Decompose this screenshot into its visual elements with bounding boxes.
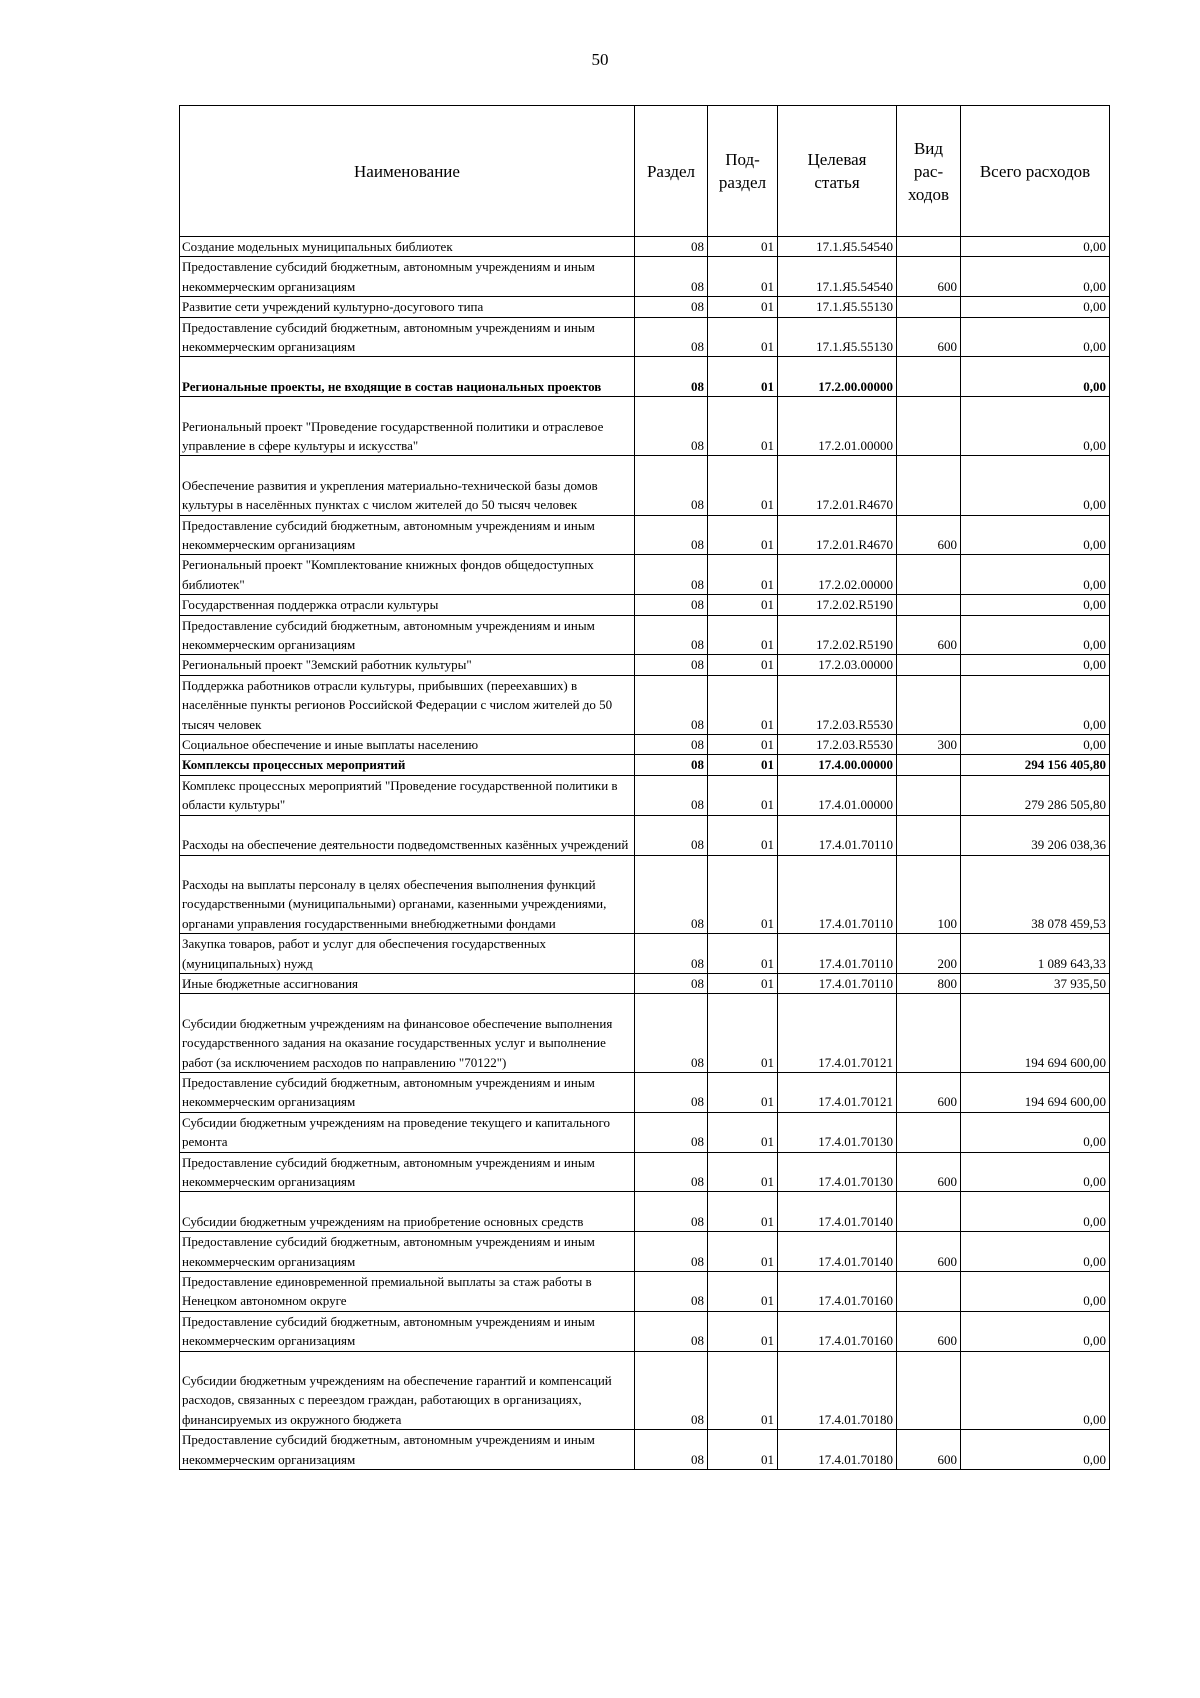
cell-total: 0,00 bbox=[961, 555, 1110, 595]
cell-total: 0,00 bbox=[961, 1311, 1110, 1351]
cell-type bbox=[897, 237, 961, 257]
table-row bbox=[180, 1271, 1110, 1311]
cell-target: 17.4.01.00000 bbox=[778, 775, 897, 815]
cell-target: 17.4.01.70130 bbox=[778, 1152, 897, 1192]
cell-section: 08 bbox=[635, 973, 708, 993]
table-row bbox=[180, 934, 1110, 974]
cell-subsection: 01 bbox=[708, 456, 778, 515]
cell-subsection: 01 bbox=[708, 735, 778, 755]
cell-subsection: 01 bbox=[708, 317, 778, 357]
cell-section: 08 bbox=[635, 934, 708, 974]
table-row bbox=[180, 456, 1110, 515]
table-row bbox=[180, 595, 1110, 615]
cell-subsection: 01 bbox=[708, 1271, 778, 1311]
cell-name: Расходы на обеспечение деятельности подведомственных казённых учреждений bbox=[180, 815, 635, 855]
cell-section: 08 bbox=[635, 397, 708, 456]
header-section: Раздел bbox=[635, 106, 708, 237]
cell-total: 0,00 bbox=[961, 655, 1110, 675]
cell-name: Предоставление субсидий бюджетным, автономным учреждениям и иным некоммерческим организациям bbox=[180, 615, 635, 655]
header-total: Всего расходов bbox=[961, 106, 1110, 237]
cell-subsection: 01 bbox=[708, 675, 778, 734]
cell-section: 08 bbox=[635, 555, 708, 595]
cell-target: 17.2.03.R5530 bbox=[778, 735, 897, 755]
cell-name: Региональные проекты, не входящие в состав национальных проектов bbox=[180, 357, 635, 397]
cell-subsection: 01 bbox=[708, 595, 778, 615]
cell-target: 17.2.03.R5530 bbox=[778, 675, 897, 734]
cell-name: Комплексы процессных мероприятий bbox=[180, 755, 635, 775]
cell-subsection: 01 bbox=[708, 297, 778, 317]
cell-target: 17.4.01.70180 bbox=[778, 1351, 897, 1430]
cell-name: Предоставление субсидий бюджетным, автономным учреждениям и иным некоммерческим организациям bbox=[180, 1311, 635, 1351]
cell-section: 08 bbox=[635, 755, 708, 775]
cell-total: 0,00 bbox=[961, 456, 1110, 515]
cell-total: 0,00 bbox=[961, 515, 1110, 555]
cell-section: 08 bbox=[635, 317, 708, 357]
cell-subsection: 01 bbox=[708, 1152, 778, 1192]
cell-section: 08 bbox=[635, 615, 708, 655]
cell-subsection: 01 bbox=[708, 815, 778, 855]
cell-type: 600 bbox=[897, 1430, 961, 1470]
page-number: 50 bbox=[591, 50, 609, 69]
cell-section: 08 bbox=[635, 257, 708, 297]
cell-type bbox=[897, 1271, 961, 1311]
cell-type bbox=[897, 357, 961, 397]
header-type: Вид рас- ходов bbox=[897, 106, 961, 237]
cell-type: 600 bbox=[897, 1232, 961, 1272]
cell-section: 08 bbox=[635, 1152, 708, 1192]
cell-type: 100 bbox=[897, 855, 961, 934]
header-subsection: Под- раздел bbox=[708, 106, 778, 237]
cell-total: 0,00 bbox=[961, 257, 1110, 297]
cell-type: 600 bbox=[897, 1152, 961, 1192]
cell-target: 17.4.01.70110 bbox=[778, 855, 897, 934]
cell-name: Предоставление субсидий бюджетным, автономным учреждениям и иным некоммерческим организациям bbox=[180, 317, 635, 357]
cell-target: 17.2.01.00000 bbox=[778, 397, 897, 456]
cell-total: 0,00 bbox=[961, 1112, 1110, 1152]
cell-name: Предоставление субсидий бюджетным, автономным учреждениям и иным некоммерческим организациям bbox=[180, 1072, 635, 1112]
cell-total: 38 078 459,53 bbox=[961, 855, 1110, 934]
cell-subsection: 01 bbox=[708, 257, 778, 297]
cell-total: 0,00 bbox=[961, 297, 1110, 317]
cell-subsection: 01 bbox=[708, 1232, 778, 1272]
cell-section: 08 bbox=[635, 775, 708, 815]
cell-section: 08 bbox=[635, 675, 708, 734]
cell-total: 279 286 505,80 bbox=[961, 775, 1110, 815]
cell-target: 17.4.00.00000 bbox=[778, 755, 897, 775]
cell-total: 0,00 bbox=[961, 595, 1110, 615]
table-row bbox=[180, 755, 1110, 775]
table-row bbox=[180, 615, 1110, 655]
cell-name: Социальное обеспечение и иные выплаты населению bbox=[180, 735, 635, 755]
cell-target: 17.2.03.00000 bbox=[778, 655, 897, 675]
cell-section: 08 bbox=[635, 297, 708, 317]
cell-subsection: 01 bbox=[708, 755, 778, 775]
cell-subsection: 01 bbox=[708, 1112, 778, 1152]
cell-subsection: 01 bbox=[708, 1072, 778, 1112]
cell-subsection: 01 bbox=[708, 994, 778, 1073]
cell-subsection: 01 bbox=[708, 615, 778, 655]
cell-name: Субсидии бюджетным учреждениям на обеспечение гарантий и компенсаций расходов, связанных с переездом граждан, работающих в организациях, финансируемых из окружного бюджета bbox=[180, 1351, 635, 1430]
table-row bbox=[180, 1430, 1110, 1470]
table-row bbox=[180, 397, 1110, 456]
table-row bbox=[180, 1232, 1110, 1272]
cell-total: 0,00 bbox=[961, 615, 1110, 655]
cell-section: 08 bbox=[635, 735, 708, 755]
cell-target: 17.1.Я5.55130 bbox=[778, 297, 897, 317]
table-row bbox=[180, 515, 1110, 555]
cell-type: 800 bbox=[897, 973, 961, 993]
table-row bbox=[180, 555, 1110, 595]
cell-target: 17.2.02.R5190 bbox=[778, 595, 897, 615]
cell-name: Предоставление субсидий бюджетным, автономным учреждениям и иным некоммерческим организациям bbox=[180, 257, 635, 297]
cell-name: Комплекс процессных мероприятий "Проведение государственной политики в области культуры" bbox=[180, 775, 635, 815]
cell-name: Развитие сети учреждений культурно-досугового типа bbox=[180, 297, 635, 317]
cell-type: 600 bbox=[897, 1311, 961, 1351]
cell-type bbox=[897, 815, 961, 855]
cell-total: 194 694 600,00 bbox=[961, 994, 1110, 1073]
cell-type bbox=[897, 775, 961, 815]
cell-section: 08 bbox=[635, 1271, 708, 1311]
cell-section: 08 bbox=[635, 1311, 708, 1351]
cell-type: 600 bbox=[897, 1072, 961, 1112]
cell-subsection: 01 bbox=[708, 1430, 778, 1470]
cell-subsection: 01 bbox=[708, 515, 778, 555]
cell-name: Субсидии бюджетным учреждениям на финансовое обеспечение выполнения государственного задания на оказание государственных услуг и выполнение работ (за исключением расходов по направлению "70122") bbox=[180, 994, 635, 1073]
cell-total: 0,00 bbox=[961, 1430, 1110, 1470]
cell-total: 39 206 038,36 bbox=[961, 815, 1110, 855]
cell-total: 0,00 bbox=[961, 1271, 1110, 1311]
cell-total: 0,00 bbox=[961, 357, 1110, 397]
cell-type bbox=[897, 655, 961, 675]
cell-type bbox=[897, 755, 961, 775]
cell-type: 200 bbox=[897, 934, 961, 974]
cell-section: 08 bbox=[635, 855, 708, 934]
cell-subsection: 01 bbox=[708, 655, 778, 675]
cell-type bbox=[897, 1112, 961, 1152]
cell-subsection: 01 bbox=[708, 775, 778, 815]
cell-subsection: 01 bbox=[708, 237, 778, 257]
cell-section: 08 bbox=[635, 1351, 708, 1430]
budget-table bbox=[179, 105, 1110, 1470]
cell-target: 17.4.01.70110 bbox=[778, 934, 897, 974]
cell-type bbox=[897, 456, 961, 515]
cell-target: 17.2.02.00000 bbox=[778, 555, 897, 595]
cell-type: 300 bbox=[897, 735, 961, 755]
cell-target: 17.4.01.70121 bbox=[778, 994, 897, 1073]
cell-section: 08 bbox=[635, 357, 708, 397]
table-header-row bbox=[180, 106, 1110, 237]
table-row bbox=[180, 675, 1110, 734]
cell-section: 08 bbox=[635, 655, 708, 675]
cell-type: 600 bbox=[897, 615, 961, 655]
cell-subsection: 01 bbox=[708, 1192, 778, 1232]
cell-total: 0,00 bbox=[961, 397, 1110, 456]
cell-subsection: 01 bbox=[708, 357, 778, 397]
cell-name: Поддержка работников отрасли культуры, прибывших (переехавших) в населённые пункты регионов Российской Федерации с числом жителей до 50 тысяч человек bbox=[180, 675, 635, 734]
table-row bbox=[180, 735, 1110, 755]
cell-type: 600 bbox=[897, 317, 961, 357]
cell-target: 17.4.01.70110 bbox=[778, 973, 897, 993]
cell-name: Предоставление субсидий бюджетным, автономным учреждениям и иным некоммерческим организациям bbox=[180, 515, 635, 555]
cell-target: 17.4.01.70140 bbox=[778, 1192, 897, 1232]
cell-target: 17.2.02.R5190 bbox=[778, 615, 897, 655]
cell-name: Предоставление единовременной премиальной выплаты за стаж работы в Ненецком автономном округе bbox=[180, 1271, 635, 1311]
cell-section: 08 bbox=[635, 595, 708, 615]
cell-name: Субсидии бюджетным учреждениям на приобретение основных средств bbox=[180, 1192, 635, 1232]
cell-type bbox=[897, 675, 961, 734]
cell-target: 17.4.01.70140 bbox=[778, 1232, 897, 1272]
cell-subsection: 01 bbox=[708, 1311, 778, 1351]
cell-type bbox=[897, 297, 961, 317]
cell-target: 17.4.01.70110 bbox=[778, 815, 897, 855]
table-row bbox=[180, 1112, 1110, 1152]
cell-total: 0,00 bbox=[961, 1351, 1110, 1430]
cell-section: 08 bbox=[635, 815, 708, 855]
cell-section: 08 bbox=[635, 515, 708, 555]
cell-target: 17.1.Я5.54540 bbox=[778, 237, 897, 257]
cell-section: 08 bbox=[635, 1112, 708, 1152]
cell-target: 17.2.01.R4670 bbox=[778, 456, 897, 515]
cell-total: 1 089 643,33 bbox=[961, 934, 1110, 974]
cell-type bbox=[897, 994, 961, 1073]
table-row bbox=[180, 775, 1110, 815]
cell-section: 08 bbox=[635, 456, 708, 515]
cell-type: 600 bbox=[897, 257, 961, 297]
cell-total: 294 156 405,80 bbox=[961, 755, 1110, 775]
cell-total: 0,00 bbox=[961, 1152, 1110, 1192]
cell-section: 08 bbox=[635, 1430, 708, 1470]
cell-section: 08 bbox=[635, 1232, 708, 1272]
table-row bbox=[180, 1192, 1110, 1232]
cell-name: Региональный проект "Проведение государственной политики и отраслевое управление в сфере культуры и искусства" bbox=[180, 397, 635, 456]
cell-target: 17.4.01.70121 bbox=[778, 1072, 897, 1112]
header-target: Целевая статья bbox=[778, 106, 897, 237]
table-row bbox=[180, 1152, 1110, 1192]
cell-target: 17.4.01.70160 bbox=[778, 1311, 897, 1351]
cell-target: 17.4.01.70160 bbox=[778, 1271, 897, 1311]
cell-total: 194 694 600,00 bbox=[961, 1072, 1110, 1112]
table-row bbox=[180, 257, 1110, 297]
table-row bbox=[180, 973, 1110, 993]
cell-type: 600 bbox=[897, 515, 961, 555]
table-row bbox=[180, 237, 1110, 257]
cell-name: Закупка товаров, работ и услуг для обеспечения государственных (муниципальных) нужд bbox=[180, 934, 635, 974]
cell-name: Государственная поддержка отрасли культуры bbox=[180, 595, 635, 615]
table-row bbox=[180, 655, 1110, 675]
cell-total: 0,00 bbox=[961, 675, 1110, 734]
cell-target: 17.1.Я5.54540 bbox=[778, 257, 897, 297]
table-row bbox=[180, 1311, 1110, 1351]
cell-target: 17.1.Я5.55130 bbox=[778, 317, 897, 357]
cell-subsection: 01 bbox=[708, 855, 778, 934]
cell-subsection: 01 bbox=[708, 555, 778, 595]
cell-name: Расходы на выплаты персоналу в целях обеспечения выполнения функций государственными (муниципальными) органами, казенными учреждениями, органами управления государственными внебюджетными фондами bbox=[180, 855, 635, 934]
table-row bbox=[180, 317, 1110, 357]
cell-target: 17.2.00.00000 bbox=[778, 357, 897, 397]
cell-name: Региональный проект "Комплектование книжных фондов общедоступных библиотек" bbox=[180, 555, 635, 595]
cell-total: 0,00 bbox=[961, 237, 1110, 257]
cell-type bbox=[897, 595, 961, 615]
cell-subsection: 01 bbox=[708, 397, 778, 456]
table-row bbox=[180, 357, 1110, 397]
cell-subsection: 01 bbox=[708, 973, 778, 993]
cell-type bbox=[897, 555, 961, 595]
cell-name: Предоставление субсидий бюджетным, автономным учреждениям и иным некоммерческим организациям bbox=[180, 1152, 635, 1192]
cell-total: 0,00 bbox=[961, 735, 1110, 755]
table-row bbox=[180, 815, 1110, 855]
cell-section: 08 bbox=[635, 237, 708, 257]
cell-target: 17.4.01.70180 bbox=[778, 1430, 897, 1470]
table-row bbox=[180, 994, 1110, 1073]
cell-name: Предоставление субсидий бюджетным, автономным учреждениям и иным некоммерческим организациям bbox=[180, 1430, 635, 1470]
cell-name: Субсидии бюджетным учреждениям на проведение текущего и капитального ремонта bbox=[180, 1112, 635, 1152]
table-row bbox=[180, 297, 1110, 317]
cell-name: Создание модельных муниципальных библиотек bbox=[180, 237, 635, 257]
cell-name: Региональный проект "Земский работник культуры" bbox=[180, 655, 635, 675]
cell-section: 08 bbox=[635, 1072, 708, 1112]
table-row bbox=[180, 855, 1110, 934]
cell-type bbox=[897, 397, 961, 456]
cell-total: 0,00 bbox=[961, 317, 1110, 357]
cell-section: 08 bbox=[635, 994, 708, 1073]
cell-target: 17.4.01.70130 bbox=[778, 1112, 897, 1152]
cell-type bbox=[897, 1192, 961, 1232]
cell-total: 0,00 bbox=[961, 1232, 1110, 1272]
header-name: Наименование bbox=[180, 106, 635, 237]
cell-target: 17.2.01.R4670 bbox=[778, 515, 897, 555]
cell-name: Предоставление субсидий бюджетным, автономным учреждениям и иным некоммерческим организациям bbox=[180, 1232, 635, 1272]
cell-total: 37 935,50 bbox=[961, 973, 1110, 993]
table-row bbox=[180, 1072, 1110, 1112]
cell-name: Обеспечение развития и укрепления материально-технической базы домов культуры в населённых пунктах с числом жителей до 50 тысяч человек bbox=[180, 456, 635, 515]
cell-type bbox=[897, 1351, 961, 1430]
cell-total: 0,00 bbox=[961, 1192, 1110, 1232]
cell-name: Иные бюджетные ассигнования bbox=[180, 973, 635, 993]
cell-section: 08 bbox=[635, 1192, 708, 1232]
cell-subsection: 01 bbox=[708, 934, 778, 974]
table-row bbox=[180, 1351, 1110, 1430]
cell-subsection: 01 bbox=[708, 1351, 778, 1430]
table-body bbox=[180, 237, 1110, 1470]
